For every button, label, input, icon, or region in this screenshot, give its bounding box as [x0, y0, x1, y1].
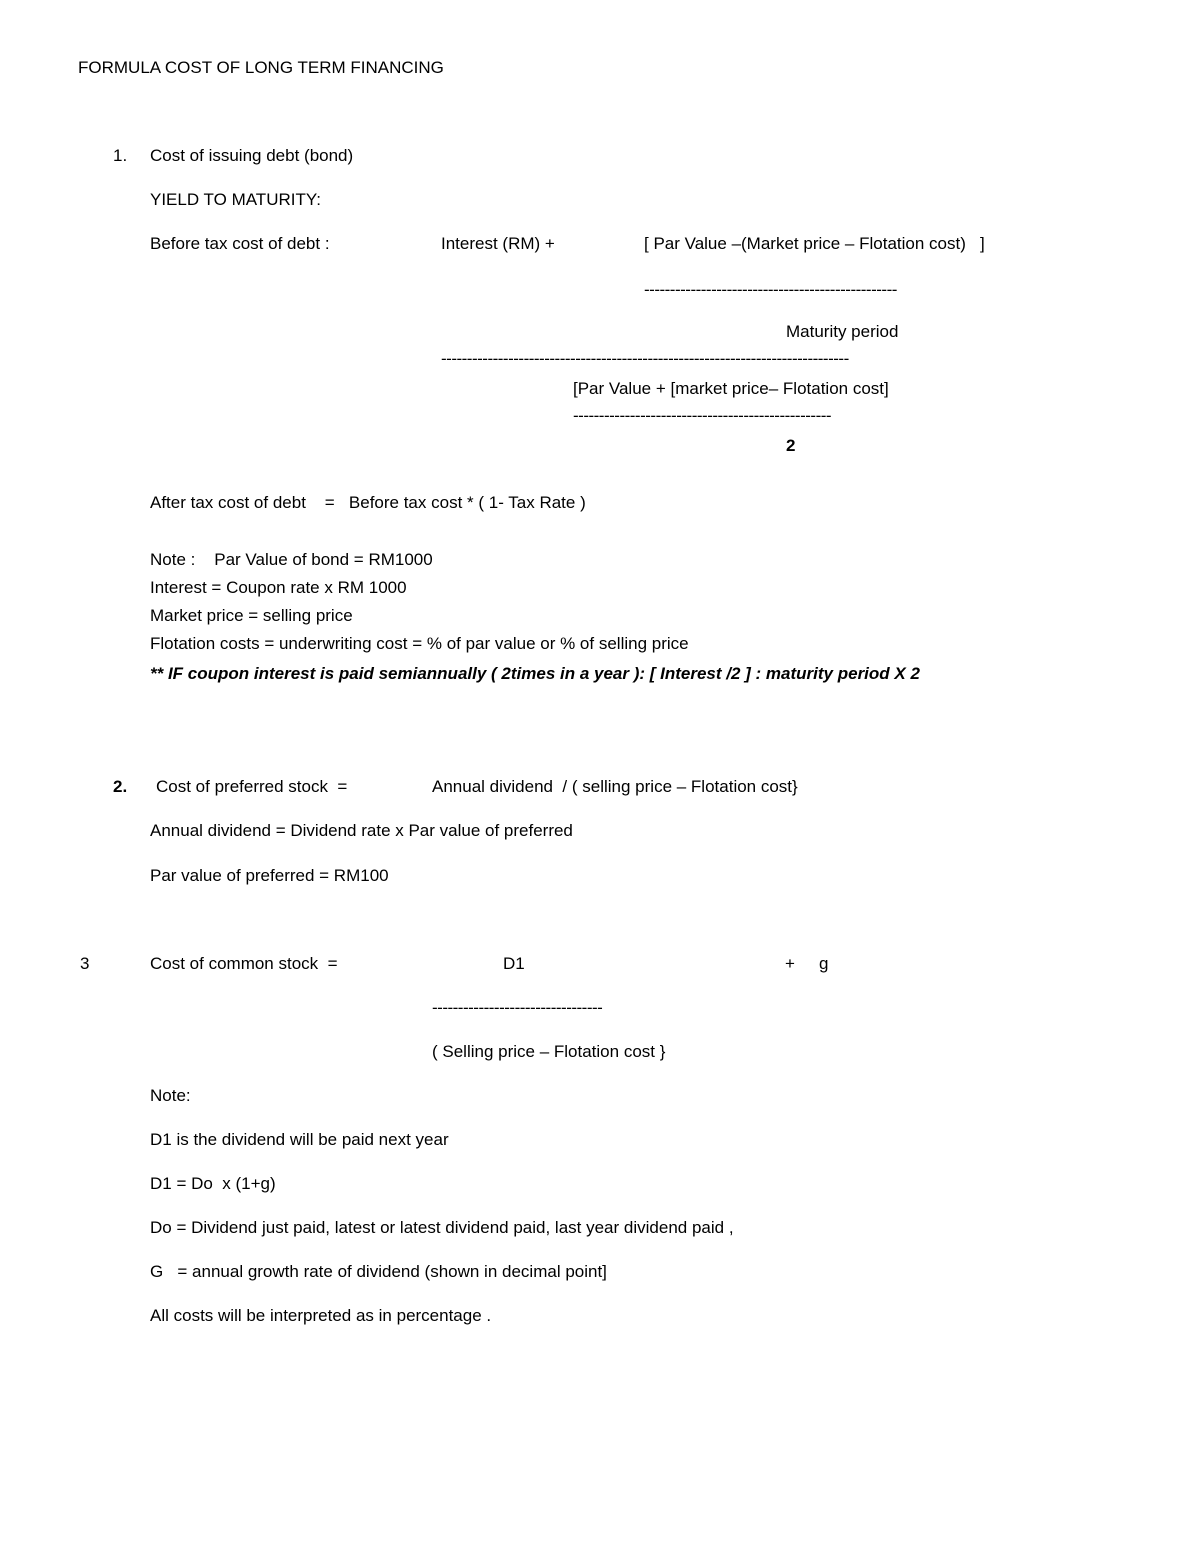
note-do-definition: Do = Dividend just paid, latest or latest dividend paid, last year dividend paid ,: [150, 1218, 734, 1237]
note-flotation-costs: Flotation costs = underwriting cost = % of par value or % of selling price: [150, 634, 689, 653]
par-value-preferred-line: Par value of preferred = RM100: [150, 866, 389, 885]
inner-divider: -------------------------------------------------: [644, 280, 897, 299]
note-semiannual: ** IF coupon interest is paid semiannually ( 2times in a year ): [ Interest /2 ] : maturity period X 2: [150, 664, 920, 683]
section-3-note-label: Note:: [150, 1086, 191, 1105]
note-interest: Interest = Coupon rate x RM 1000: [150, 578, 407, 597]
common-stock-divider: ---------------------------------: [432, 998, 603, 1017]
section-1-number: 1.: [113, 146, 128, 165]
page-title: FORMULA COST OF LONG TERM FINANCING: [78, 58, 444, 77]
annual-dividend-line: Annual dividend = Dividend rate x Par value of preferred: [150, 821, 573, 840]
after-tax-line: After tax cost of debt = Before tax cost * ( 1- Tax Rate ): [150, 493, 586, 512]
common-stock-plus: +: [785, 954, 795, 973]
bracket-term: [ Par Value –(Market price – Flotation cost) ]: [644, 234, 985, 253]
note-d1-definition: D1 is the dividend will be paid next year: [150, 1130, 449, 1149]
denominator-term: [Par Value + [market price– Flotation cost]: [573, 379, 889, 398]
preferred-stock-formula: Cost of preferred stock =: [156, 777, 348, 796]
interest-term: Interest (RM) +: [441, 234, 555, 253]
denominator-two: 2: [786, 436, 796, 455]
common-stock-denominator: ( Selling price – Flotation cost }: [432, 1042, 666, 1061]
note-g-definition: G = annual growth rate of dividend (shown in decimal point]: [150, 1262, 607, 1281]
common-stock-label: Cost of common stock =: [150, 954, 338, 973]
common-stock-g: g: [819, 954, 829, 973]
common-stock-numerator: D1: [503, 954, 525, 973]
note-par-value: Note : Par Value of bond = RM1000: [150, 550, 433, 569]
note-market-price: Market price = selling price: [150, 606, 353, 625]
ytm-label: YIELD TO MATURITY:: [150, 190, 321, 209]
main-fraction-divider: -------------------------------------------------------------------------------: [441, 349, 849, 368]
preferred-stock-formula-rhs: Annual dividend / ( selling price – Flotation cost}: [432, 777, 798, 796]
section-3-number: 3: [80, 954, 90, 973]
section-1-heading: Cost of issuing debt (bond): [150, 146, 354, 165]
section-2-number: 2.: [113, 777, 128, 796]
note-percentage: All costs will be interpreted as in percentage .: [150, 1306, 492, 1325]
maturity-period: Maturity period: [786, 322, 899, 341]
denominator-divider: --------------------------------------------------: [573, 406, 832, 425]
note-d1-formula: D1 = Do x (1+g): [150, 1174, 276, 1193]
before-tax-label: Before tax cost of debt :: [150, 234, 330, 253]
